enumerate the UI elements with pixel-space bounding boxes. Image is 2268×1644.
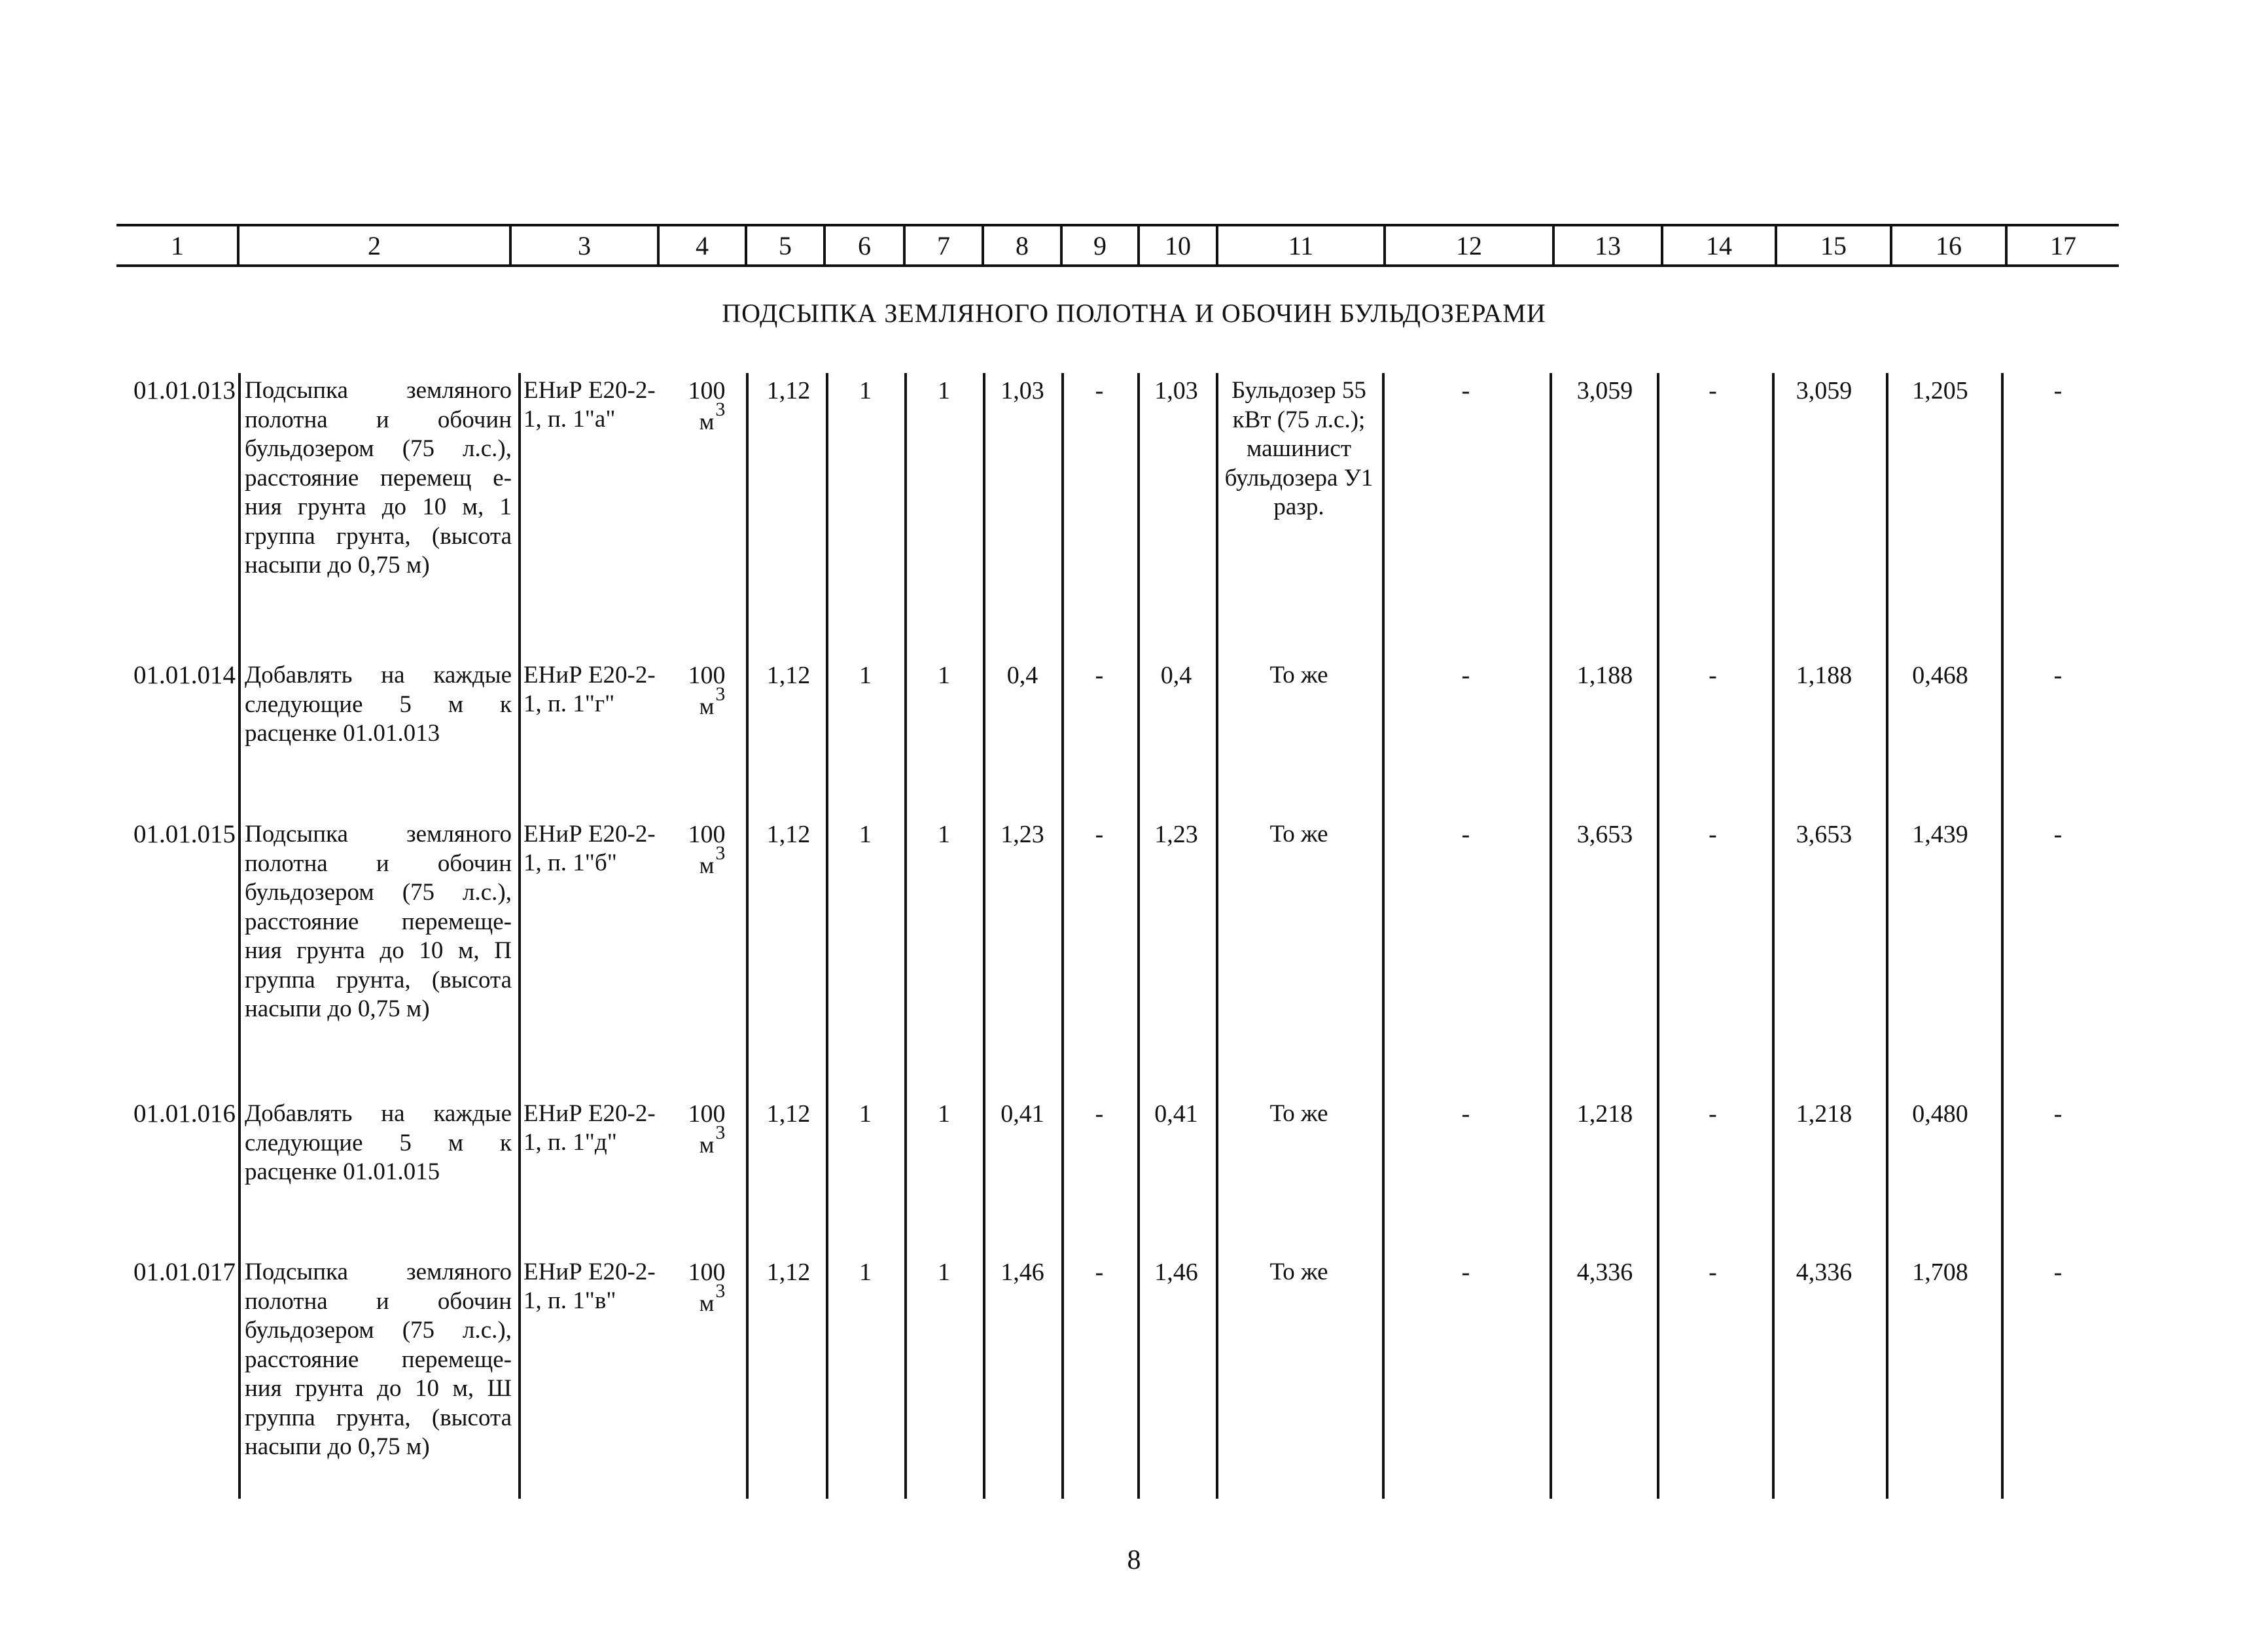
unit-value: 100 xyxy=(688,821,726,848)
unit-value: 100 xyxy=(688,1100,726,1128)
unit-symbol: м xyxy=(699,1131,715,1158)
cell-col-5: 1,12 xyxy=(766,1100,811,1128)
cell-col-6: 1 xyxy=(859,1100,872,1128)
column-divider xyxy=(1137,373,1140,1499)
norm-reference: ЕНиР Е20-2-1, п. 1"в" xyxy=(523,1259,656,1314)
measure-unit xyxy=(664,820,749,880)
work-description: Подсыпка земляного полотна и обочин бульдозером (75 л.с.), расстояние перемеще-ния грунта до 10 м, П группа грунта, (высота насыпи до 0,75 м) xyxy=(245,821,512,1022)
cell-col-16: 0,468 xyxy=(1912,662,1968,689)
norm-reference: ЕНиР Е20-2-1, п. 1"д" xyxy=(523,1100,656,1156)
unit-symbol: м xyxy=(699,851,715,878)
rate-code: 01.01.013 xyxy=(133,376,236,404)
unit-value: 100 xyxy=(688,1259,726,1286)
header-col-6: 6 xyxy=(858,230,871,260)
cell-col-7: 1 xyxy=(938,662,950,689)
work-description: Добавлять на каждые следующие 5 м к расценке 01.01.013 xyxy=(245,662,512,747)
work-description: Подсыпка земляного полотна и обочин бульдозером (75 л.с.), расстояние перемещ е-ния грунта до 10 м, 1 группа грунта, (высота насыпи до 0,75 м) xyxy=(245,377,512,579)
cell-col-15: 4,336 xyxy=(1796,1259,1852,1286)
column-divider xyxy=(2001,373,2004,1499)
unit-symbol: м xyxy=(699,408,715,435)
header-col-1: 1 xyxy=(171,230,184,260)
cell-col-14: - xyxy=(1709,821,1717,848)
cell-col-10: 1,03 xyxy=(1154,377,1198,404)
cell-col-14: - xyxy=(1709,662,1717,689)
unit-power: 3 xyxy=(715,1279,726,1302)
cell-col-9: - xyxy=(1095,377,1104,404)
column-divider xyxy=(1657,373,1659,1499)
cell-col-8: 1,03 xyxy=(1001,377,1044,404)
measure-unit xyxy=(664,376,749,436)
machine-description: То же xyxy=(1269,821,1328,848)
unit-label xyxy=(664,842,749,880)
cell-col-13: 1,218 xyxy=(1576,1100,1633,1128)
rate-code: 01.01.015 xyxy=(133,820,236,848)
cell-col-17: - xyxy=(2053,662,2063,689)
cell-col-8: 1,23 xyxy=(1001,821,1044,848)
cell-col-5: 1,12 xyxy=(766,821,811,848)
norm-reference: ЕНиР Е20-2-1, п. 1"г" xyxy=(523,662,656,717)
header-col-15: 15 xyxy=(1820,230,1847,260)
machine-description: То же xyxy=(1269,1259,1328,1285)
measure-unit xyxy=(664,661,749,721)
cell-col-5: 1,12 xyxy=(766,1259,811,1286)
cell-col-12: - xyxy=(1461,821,1470,848)
unit-power: 3 xyxy=(715,842,726,864)
unit-label xyxy=(664,1121,749,1160)
column-divider xyxy=(1772,373,1775,1499)
cell-col-13: 1,188 xyxy=(1576,662,1633,689)
header-col-13: 13 xyxy=(1595,230,1621,260)
column-divider xyxy=(1886,373,1888,1499)
header-col-5: 5 xyxy=(779,230,792,260)
column-divider xyxy=(983,373,985,1499)
cell-col-7: 1 xyxy=(938,1259,950,1286)
cell-col-6: 1 xyxy=(859,662,872,689)
cell-col-7: 1 xyxy=(938,821,950,848)
machine-description: Бульдозер 55 кВт (75 л.с.); машинист бульдозера У1 разр. xyxy=(1224,377,1373,520)
column-divider xyxy=(826,373,828,1499)
cell-col-14: - xyxy=(1709,1259,1717,1286)
measure-unit xyxy=(664,1258,749,1317)
header-col-8: 8 xyxy=(1016,230,1029,260)
cell-col-13: 3,059 xyxy=(1576,377,1633,404)
column-divider xyxy=(518,373,521,1499)
unit-power: 3 xyxy=(715,398,726,420)
machine-description: То же xyxy=(1269,662,1328,688)
cell-col-5: 1,12 xyxy=(766,377,811,404)
column-divider xyxy=(1061,373,1064,1499)
cell-col-17: - xyxy=(2053,377,2063,404)
rate-code: 01.01.016 xyxy=(133,1099,236,1128)
cell-col-10: 0,4 xyxy=(1160,662,1192,689)
header-col-2: 2 xyxy=(368,230,381,260)
cell-col-12: - xyxy=(1461,377,1470,404)
header-col-9: 9 xyxy=(1093,230,1107,260)
cell-col-17: - xyxy=(2053,1259,2063,1286)
cell-col-15: 1,188 xyxy=(1796,662,1852,689)
column-divider xyxy=(238,373,241,1499)
page-number: 8 xyxy=(1127,1545,1141,1575)
unit-power: 3 xyxy=(715,683,726,705)
norm-reference: ЕНиР Е20-2-1, п. 1"а" xyxy=(523,377,656,433)
header-col-11: 11 xyxy=(1288,230,1314,260)
measure-unit xyxy=(664,1099,749,1159)
work-description: Добавлять на каждые следующие 5 м к расценке 01.01.015 xyxy=(245,1100,512,1185)
column-divider xyxy=(746,373,749,1499)
cell-col-6: 1 xyxy=(859,377,872,404)
cell-col-5: 1,12 xyxy=(766,662,811,689)
rate-code: 01.01.014 xyxy=(133,661,236,689)
cell-col-17: - xyxy=(2053,821,2063,848)
rate-code: 01.01.017 xyxy=(133,1258,236,1286)
cell-col-10: 1,46 xyxy=(1154,1259,1198,1286)
header-col-16: 16 xyxy=(1936,230,1962,260)
section-title: ПОДСЫПКА ЗЕМЛЯНОГО ПОЛОТНА И ОБОЧИН БУЛЬДОЗЕРАМИ xyxy=(722,298,1546,328)
cell-col-13: 4,336 xyxy=(1576,1259,1633,1286)
cell-col-7: 1 xyxy=(938,1100,950,1128)
cell-col-9: - xyxy=(1095,1100,1104,1128)
cell-col-10: 1,23 xyxy=(1154,821,1198,848)
unit-label xyxy=(664,398,749,437)
column-number-header xyxy=(116,224,2119,267)
header-col-17: 17 xyxy=(2050,230,2076,260)
cell-col-13: 3,653 xyxy=(1576,821,1633,848)
work-description: Подсыпка земляного полотна и обочин бульдозером (75 л.с.), расстояние перемеще-ния грунта до 10 м, Ш группа грунта, (высота насыпи до 0,75 м) xyxy=(245,1259,512,1460)
header-col-4: 4 xyxy=(696,230,709,260)
cell-col-12: - xyxy=(1461,662,1470,689)
unit-label xyxy=(664,1279,749,1318)
cell-col-16: 1,708 xyxy=(1912,1259,1968,1286)
cell-col-8: 1,46 xyxy=(1001,1259,1044,1286)
cell-col-10: 0,41 xyxy=(1154,1100,1198,1128)
cell-col-6: 1 xyxy=(859,1259,872,1286)
cell-col-6: 1 xyxy=(859,821,872,848)
unit-symbol: м xyxy=(699,692,715,719)
cell-col-16: 0,480 xyxy=(1912,1100,1968,1128)
cell-col-8: 0,41 xyxy=(1001,1100,1044,1128)
column-divider xyxy=(904,373,907,1499)
cell-col-9: - xyxy=(1095,821,1104,848)
cell-col-16: 1,205 xyxy=(1912,377,1968,404)
unit-value: 100 xyxy=(688,377,726,404)
cell-col-15: 1,218 xyxy=(1796,1100,1852,1128)
column-divider xyxy=(1550,373,1552,1499)
cell-col-9: - xyxy=(1095,662,1104,689)
cell-col-15: 3,653 xyxy=(1796,821,1852,848)
machine-description: То же xyxy=(1269,1100,1328,1127)
header-col-3: 3 xyxy=(578,230,591,260)
column-divider xyxy=(1216,373,1218,1499)
unit-power: 3 xyxy=(715,1121,726,1143)
cell-col-12: - xyxy=(1461,1259,1470,1286)
cell-col-8: 0,4 xyxy=(1006,662,1038,689)
column-divider xyxy=(1382,373,1385,1499)
header-col-14: 14 xyxy=(1706,230,1732,260)
unit-value: 100 xyxy=(688,662,726,689)
header-col-12: 12 xyxy=(1456,230,1482,260)
cell-col-17: - xyxy=(2053,1100,2063,1128)
header-col-10: 10 xyxy=(1165,230,1191,260)
cell-col-16: 1,439 xyxy=(1912,821,1968,848)
cell-col-14: - xyxy=(1709,377,1717,404)
cell-col-15: 3,059 xyxy=(1796,377,1852,404)
cell-col-14: - xyxy=(1709,1100,1717,1128)
header-col-7: 7 xyxy=(937,230,950,260)
cell-col-9: - xyxy=(1095,1259,1104,1286)
cell-col-12: - xyxy=(1461,1100,1470,1128)
unit-label xyxy=(664,683,749,721)
unit-symbol: м xyxy=(699,1289,715,1316)
norm-reference: ЕНиР Е20-2-1, п. 1"б" xyxy=(523,821,656,876)
cell-col-7: 1 xyxy=(938,377,950,404)
